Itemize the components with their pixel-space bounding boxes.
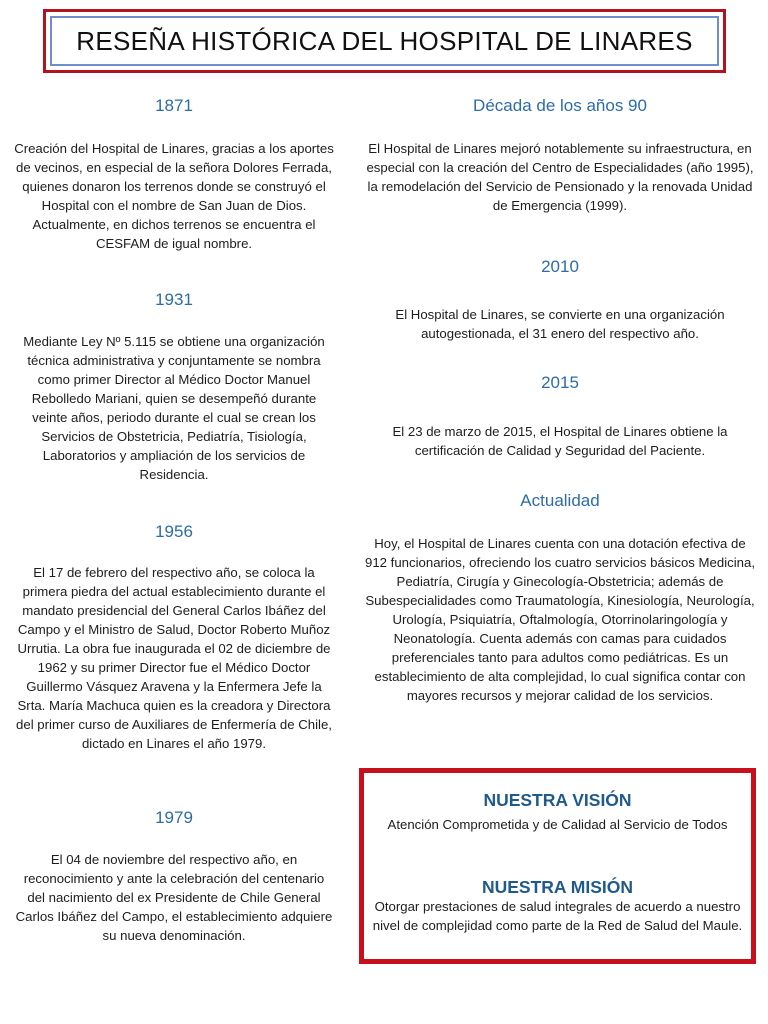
section-heading-1871: 1871	[155, 96, 193, 115]
vision-heading: NUESTRA VISIÓN	[483, 790, 632, 810]
section-text-decada-90: El Hospital de Linares mejoró notablemente su infraestructura, en especial con la creación del Centro de Especialidades (año 1995), la remodelación del Servicio de Pensionado y la renovada Unidad de Emergencia (1999).	[366, 141, 754, 213]
title-frame	[50, 16, 719, 66]
section-heading-2010: 2010	[541, 257, 579, 276]
section-heading-1956: 1956	[155, 522, 193, 541]
section-heading-actualidad: Actualidad	[520, 491, 600, 510]
section-text-actualidad: Hoy, el Hospital de Linares cuenta con una dotación efectiva de 912 funcionarios, ofreciendo los cuatro servicios básicos Medicina, Pediatría, Cirugía y Ginecología-Obstetricia; además de Subespecialidades como Traumatología, Kinesiología, Neurología, Urología, Psiquiatría, Oftalmología, Otorrinolaringología y Neonatología. Cuenta además con camas para cuidados preferenciales tanto para adultos como pediátricas. Es un establecimiento de alta complejidad, lo cual significa contar con mayores recursos y mejorar calidad de los servicios.	[365, 536, 755, 703]
title-banner	[43, 9, 726, 73]
section-text-2010: El Hospital de Linares, se convierte en una organización autogestionada, el 31 enero del respectivo año.	[395, 307, 725, 341]
vision-mission-box	[359, 768, 756, 964]
mission-text: Otorgar prestaciones de salud integrales de acuerdo a nuestro nivel de complejidad como parte de la Red de Salud del Maule.	[372, 899, 743, 933]
section-text-1979: El 04 de noviembre del respectivo año, en reconocimiento y ante la celebración del centenario del nacimiento del ex Presidente de Chile General Carlos Ibáñez del Campo, el establecimiento adquiere su nueva denominación.	[15, 852, 333, 943]
section-text-1871: Creación del Hospital de Linares, gracias a los aportes de vecinos, en especial de la señora Dolores Ferrada, quienes donaron los terrenos donde se construyó el Hospital con el nombre de San Juan de Dios. Actualmente, en dichos terrenos se encuentra el CESFAM de igual nombre.	[14, 141, 334, 251]
section-heading-2015: 2015	[541, 373, 579, 392]
section-text-2015: El 23 de marzo de 2015, el Hospital de Linares obtiene la certificación de Calidad y Seguridad del Paciente.	[392, 424, 728, 458]
vision-text: Atención Comprometida y de Calidad al Servicio de Todos	[387, 817, 728, 832]
section-heading-1979: 1979	[155, 808, 193, 827]
section-text-1931: Mediante Ley Nº 5.115 se obtiene una organización técnica administrativa y conjuntamente se nombra como primer Director al Médico Doctor Manuel Rebolledo Mariani, quien se desempeñó durante veinte años, periodo durante el cual se crean los Servicios de Obstetricia, Pediatría, Tisiología, Laboratorios y ampliación de los servicios de Residencia.	[23, 334, 325, 482]
section-heading-decada-90: Década de los años 90	[473, 96, 647, 115]
page-title: RESEÑA HISTÓRICA DEL HOSPITAL DE LINARES	[76, 25, 693, 56]
section-heading-1931: 1931	[155, 290, 193, 309]
mission-heading: NUESTRA MISIÓN	[481, 877, 634, 897]
section-text-1956: El 17 de febrero del respectivo año, se coloca la primera piedra del actual establecimiento durante el mandato presidencial del General Carlos Ibáñez del Campo y el Ministro de Salud, Doctor Roberto Muñoz Urrutia. La obra fue inaugurada el 02 de diciembre de 1962 y su primer Director fue el Médico Doctor Guillermo Vásquez Aravena y la Enfermera Jefe la Srta. María Machuca quien es la creadora y Directora del primer curso de Auxiliares de Enfermería de Chile, dictado en Linares el año 1979.	[16, 565, 332, 751]
